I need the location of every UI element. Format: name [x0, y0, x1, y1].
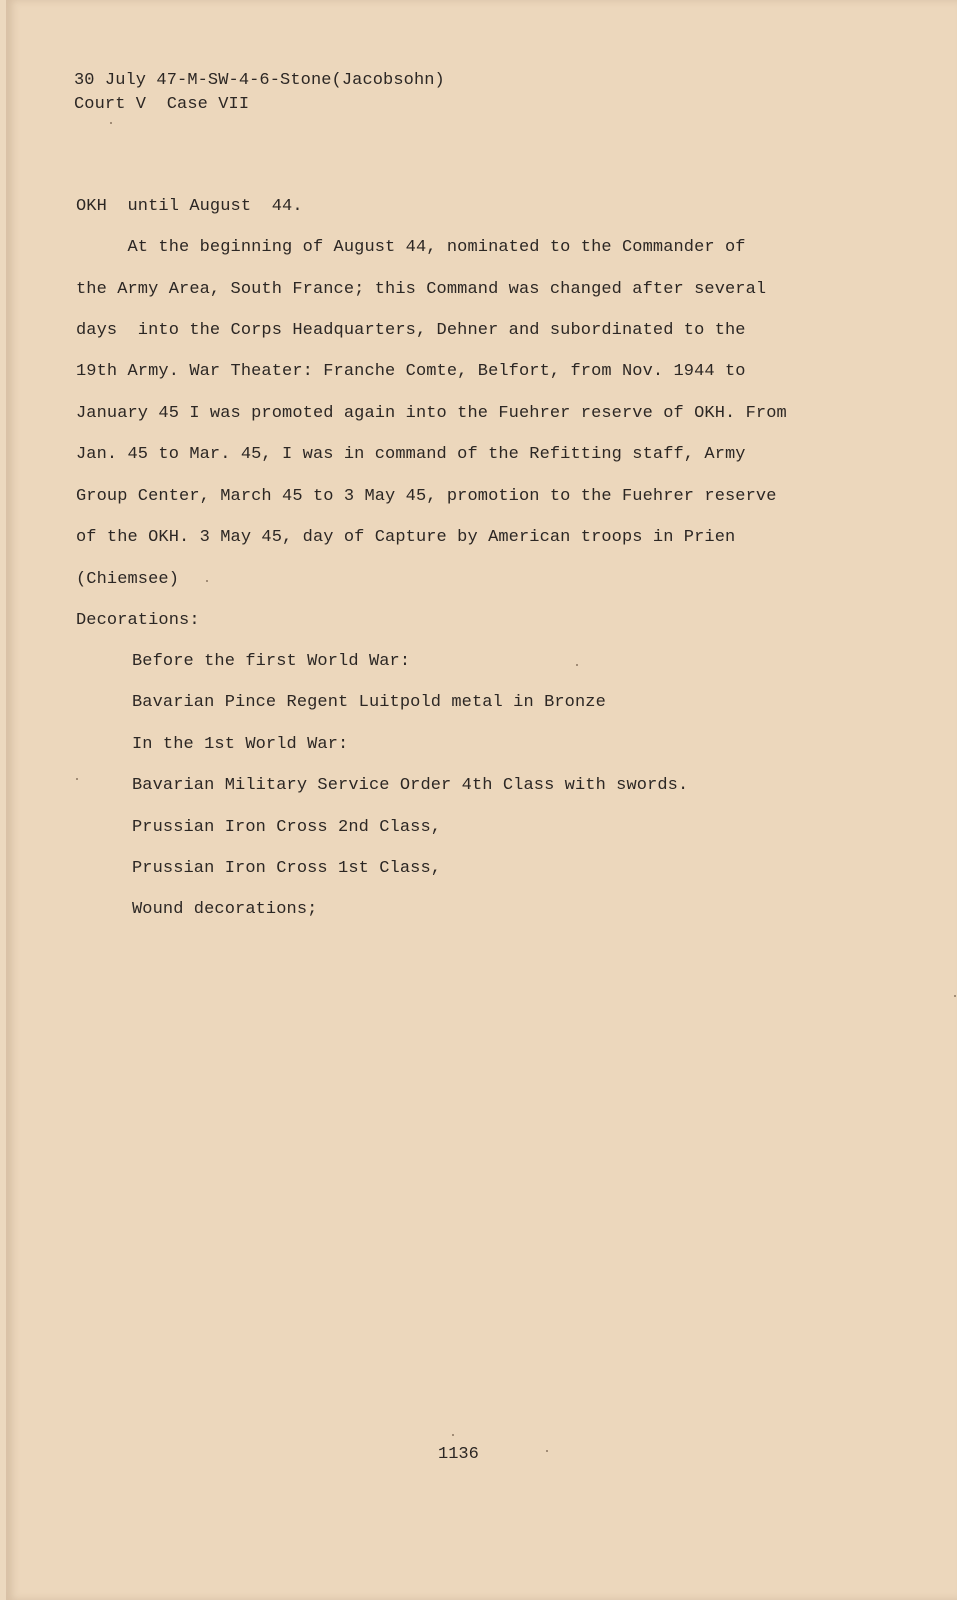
page-number: 1136 — [438, 1445, 479, 1464]
decoration-item: Wound decorations; — [132, 900, 318, 919]
document-page — [6, 0, 957, 1600]
body-line: Group Center, March 45 to 3 May 45, promotion to the Fuehrer reserve — [76, 487, 777, 506]
body-line: January 45 I was promoted again into the Fuehrer reserve of OKH. From — [76, 404, 787, 423]
body-line: the Army Area, South France; this Command was changed after several — [76, 280, 767, 299]
body-line: OKH until August 44. — [76, 197, 303, 216]
body-line: Jan. 45 to Mar. 45, I was in command of the Refitting staff, Army — [76, 445, 746, 464]
header-file-reference: 30 July 47-M-SW-4-6-Stone(Jacobsohn) — [74, 71, 445, 90]
body-line: 19th Army. War Theater: Franche Comte, Belfort, from Nov. 1944 to — [76, 362, 746, 381]
decoration-item: Prussian Iron Cross 2nd Class, — [132, 818, 442, 837]
paper-speck — [452, 1434, 454, 1436]
body-line: (Chiemsee) — [76, 570, 180, 589]
decoration-subheading: In the 1st World War: — [132, 735, 349, 754]
decoration-subheading: Before the first World War: — [132, 652, 411, 671]
paper-speck — [954, 995, 956, 997]
paper-speck — [76, 778, 78, 780]
body-line: days into the Corps Headquarters, Dehner and subordinated to the — [76, 321, 746, 340]
body-line: of the OKH. 3 May 45, day of Capture by American troops in Prien — [76, 528, 736, 547]
paper-speck — [576, 664, 578, 666]
decoration-item: Bavarian Military Service Order 4th Class with swords. — [132, 776, 689, 795]
decorations-heading: Decorations: — [76, 611, 200, 630]
paper-speck — [110, 122, 112, 124]
paper-speck — [206, 580, 208, 582]
decoration-item: Prussian Iron Cross 1st Class, — [132, 859, 442, 878]
decoration-item: Bavarian Pince Regent Luitpold metal in Bronze — [132, 693, 606, 712]
paper-speck — [546, 1450, 548, 1452]
header-court-case: Court V Case VII — [74, 95, 250, 114]
body-line: At the beginning of August 44, nominated to the Commander of — [76, 238, 746, 257]
